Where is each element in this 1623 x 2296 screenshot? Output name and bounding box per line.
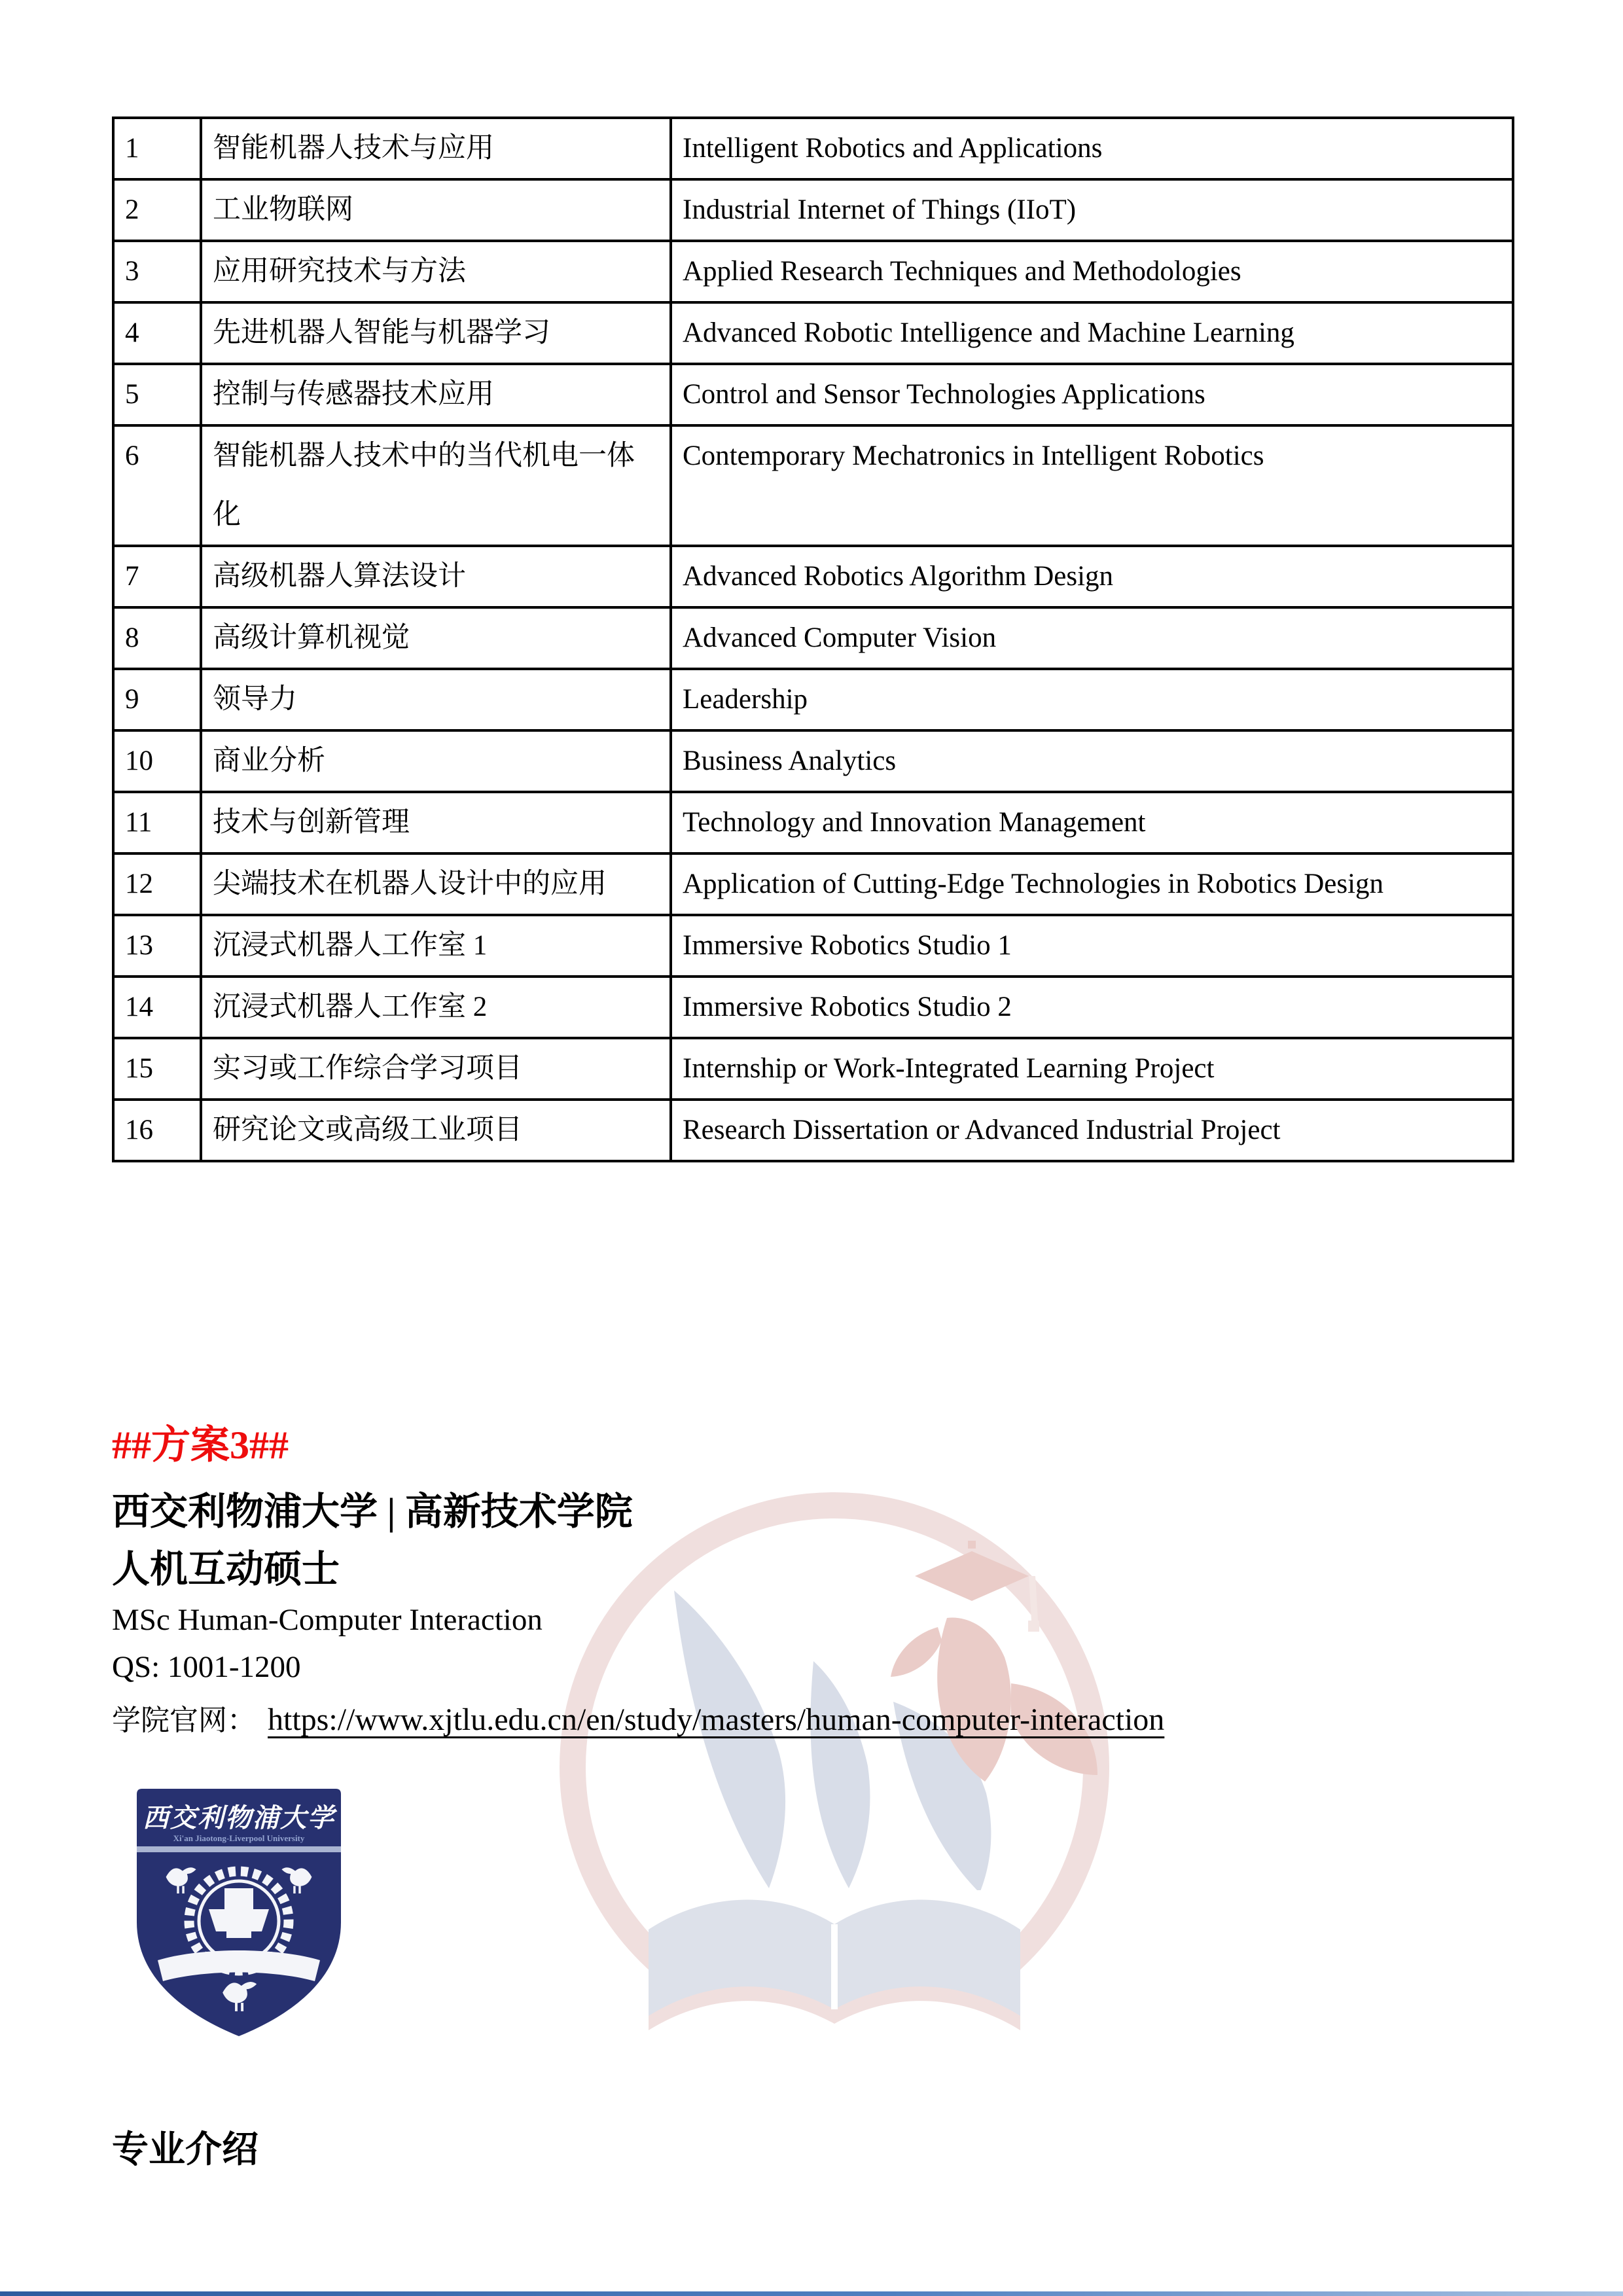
table-row [113,730,1513,792]
course-name-zh: 先进机器人智能与机器学习 [201,302,671,364]
course-number: 5 [113,364,201,425]
course-name-en: Industrial Internet of Things (IIoT) [671,179,1513,241]
course-name-zh: 技术与创新管理 [201,792,671,853]
website-label: 学院官网： [112,1704,256,1736]
course-name-en: Applied Research Techniques and Methodologies [671,241,1513,302]
course-name-zh: 高级计算机视觉 [201,607,671,669]
table-row [113,1038,1513,1100]
course-name-en: Immersive Robotics Studio 2 [671,977,1513,1038]
course-name-zh: 实习或工作综合学习项目 [201,1038,671,1100]
course-name-zh: 研究论文或高级工业项目 [201,1100,671,1161]
university-school-line: 西交利物浦大学 | 高新技术学院 [112,1490,633,1533]
course-number: 13 [113,915,201,977]
course-name-zh: 沉浸式机器人工作室 1 [201,915,671,977]
program-title-en: MSc Human-Computer Interaction [112,1603,543,1637]
course-name-en: Application of Cutting-Edge Technologies in Robotics Design [671,853,1513,915]
table-row [113,118,1513,179]
website-link[interactable]: https://www.xjtlu.edu.cn/en/study/masters/human-computer-interaction [268,1702,1165,1737]
course-number: 15 [113,1038,201,1100]
course-name-en: Technology and Innovation Management [671,792,1513,853]
course-number: 1 [113,118,201,179]
course-name-en: Advanced Robotics Algorithm Design [671,546,1513,607]
table-row [113,915,1513,977]
course-table [112,117,1514,1162]
course-name-zh: 应用研究技术与方法 [201,241,671,302]
university-watermark-logo [553,1466,1116,2042]
table-row [113,853,1513,915]
table-row [113,179,1513,241]
course-number: 12 [113,853,201,915]
table-row [113,425,1513,546]
xjtlu-shield-logo [129,1784,349,2040]
table-row [113,669,1513,730]
course-name-zh: 领导力 [201,669,671,730]
qs-ranking: QS: 1001-1200 [112,1650,301,1684]
course-number: 2 [113,179,201,241]
course-name-en: Leadership [671,669,1513,730]
logo-zh-name: 西交利物浦大学 [143,1803,335,1833]
course-name-en: Control and Sensor Technologies Applications [671,364,1513,425]
table-row [113,241,1513,302]
course-name-en: Immersive Robotics Studio 1 [671,915,1513,977]
logo-en-name: Xi'an Jiaotong-Liverpool University [173,1833,305,1843]
course-name-en: Advanced Robotic Intelligence and Machine Learning [671,302,1513,364]
course-name-zh: 工业物联网 [201,179,671,241]
course-name-zh: 尖端技术在机器人设计中的应用 [201,853,671,915]
course-name-en: Business Analytics [671,730,1513,792]
course-name-zh: 高级机器人算法设计 [201,546,671,607]
course-number: 10 [113,730,201,792]
table-row [113,792,1513,853]
course-number: 6 [113,425,201,546]
website-line [112,1696,1164,1738]
course-number: 4 [113,302,201,364]
footer-accent-line [0,2291,1623,2296]
course-number: 8 [113,607,201,669]
plan-heading: ##方案3## [112,1424,289,1467]
course-number: 14 [113,977,201,1038]
course-name-zh: 商业分析 [201,730,671,792]
course-number: 9 [113,669,201,730]
table-row [113,1100,1513,1161]
logo-divider-band [137,1846,341,1852]
course-name-zh: 智能机器人技术中的当代机电一体化 [201,425,671,546]
table-row [113,546,1513,607]
course-number: 16 [113,1100,201,1161]
course-name-en: Research Dissertation or Advanced Industrial Project [671,1100,1513,1161]
table-row [113,302,1513,364]
program-title-zh: 人机互动硕士 [112,1548,340,1590]
course-number: 7 [113,546,201,607]
course-name-zh: 智能机器人技术与应用 [201,118,671,179]
course-name-zh: 控制与传感器技术应用 [201,364,671,425]
course-name-zh: 沉浸式机器人工作室 2 [201,977,671,1038]
section-heading: 专业介绍 [112,2130,259,2170]
table-row [113,977,1513,1038]
course-number: 3 [113,241,201,302]
course-number: 11 [113,792,201,853]
course-name-en: Intelligent Robotics and Applications [671,118,1513,179]
table-row [113,607,1513,669]
course-name-en: Internship or Work-Integrated Learning Project [671,1038,1513,1100]
course-name-en: Advanced Computer Vision [671,607,1513,669]
course-name-en: Contemporary Mechatronics in Intelligent Robotics [671,425,1513,546]
table-row [113,364,1513,425]
